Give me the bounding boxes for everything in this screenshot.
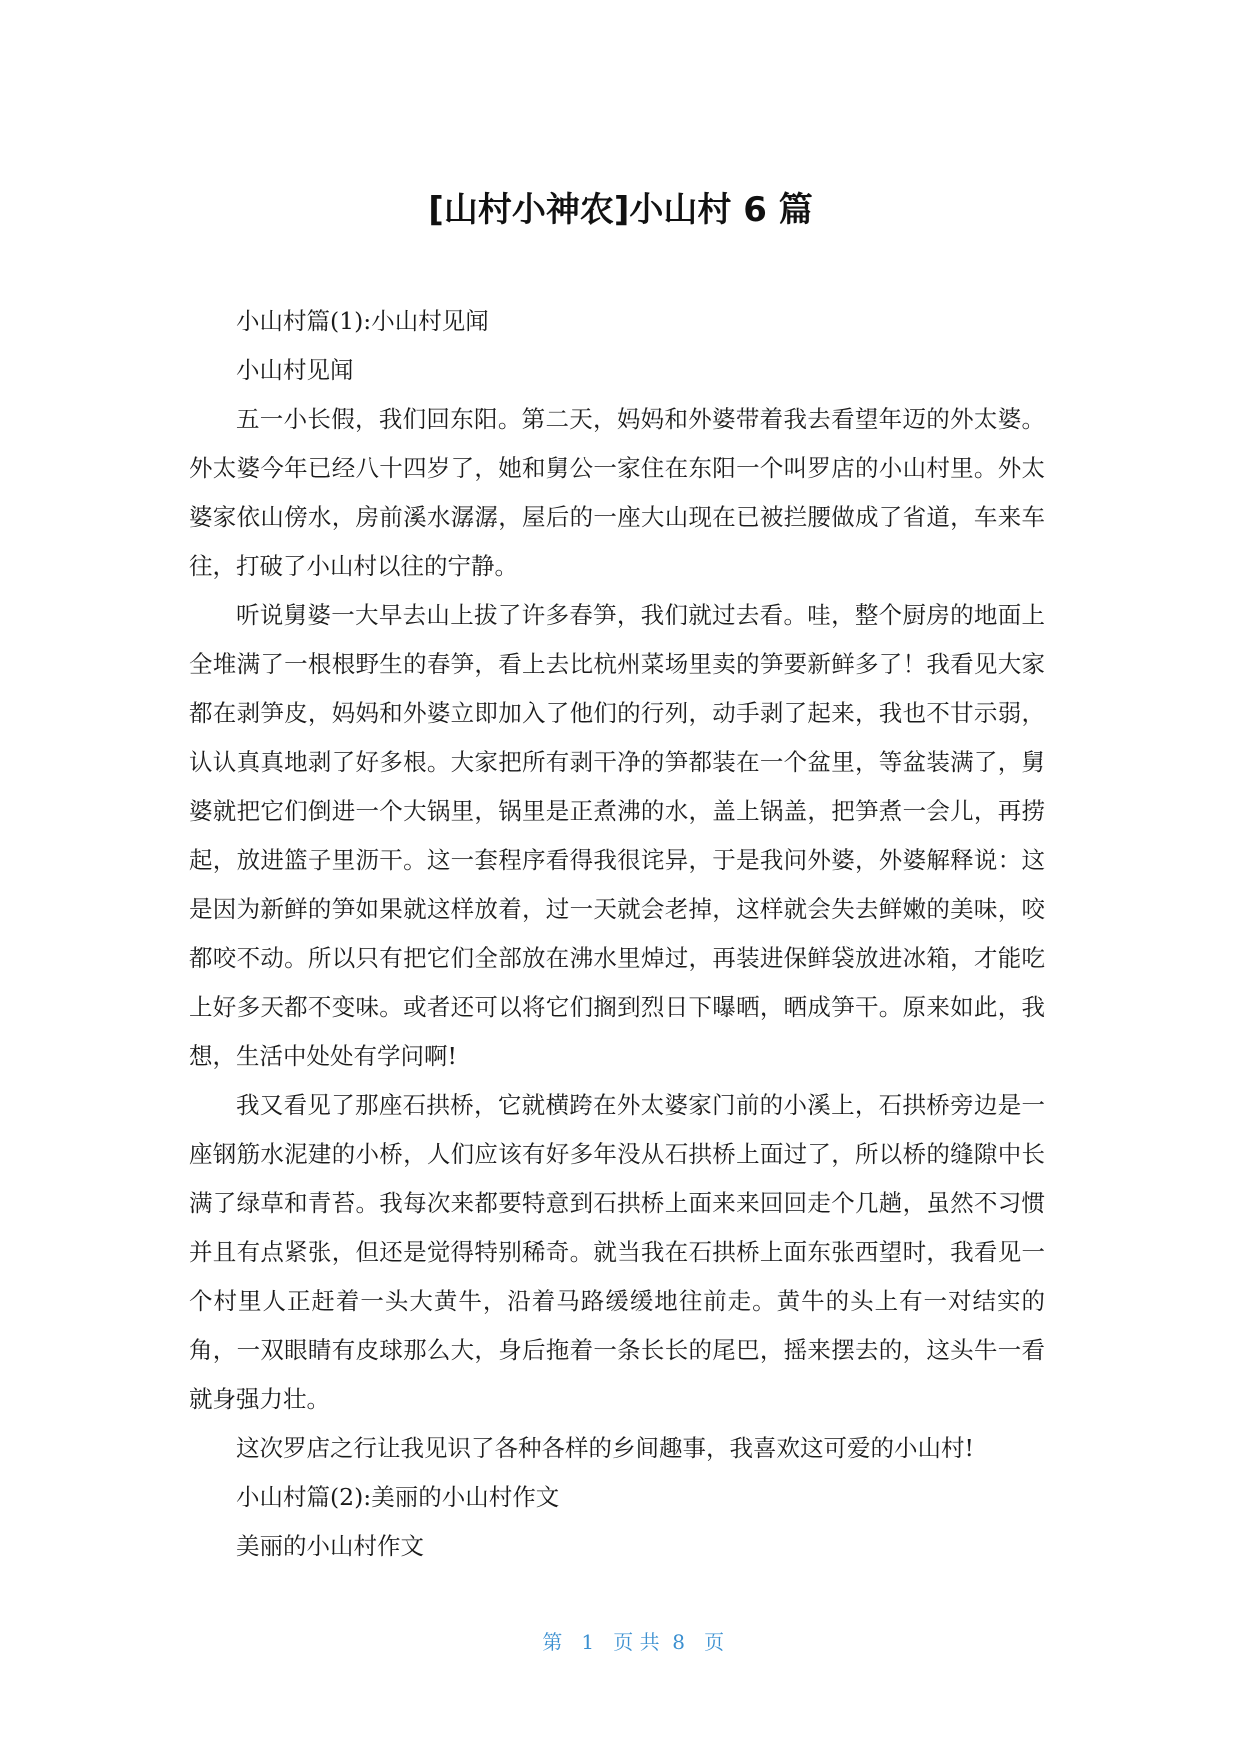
page-number: 第 1 页 共 8 页: [542, 1630, 725, 1654]
paragraph: 这次罗店之行让我见识了各种各样的乡间趣事，我喜欢这可爱的小山村!: [236, 1434, 974, 1462]
article-subtitle: 小山村见闻: [236, 356, 354, 384]
document-title: [山村小神农]小山村 6 篇: [428, 190, 813, 230]
page-footer: [0, 1602, 1241, 1679]
section-heading: 小山村篇(2):美丽的小山村作文: [236, 1483, 560, 1511]
article-subtitle: 美丽的小山村作文: [236, 1532, 424, 1560]
section-heading: 小山村篇(1):小山村见闻: [236, 307, 489, 335]
document-body: [189, 297, 1045, 1571]
paragraph: 我又看见了那座石拱桥，它就横跨在外太婆家门前的小溪上，石拱桥旁边是一座钢筋水泥建的小桥，人们应该有好多年没从石拱桥上面过了，所以桥的缝隙中长满了绿草和青苔。我每次来都要特意到石拱桥上面来来回回走个几趟，虽然不习惯并且有点紧张，但还是觉得特别稀奇。就当我在石拱桥上面东张西望时，我看见一个村里人正赶着一头大黄牛，沿着马路缓缓地往前走。黄牛的头上有一对结实的角，一双眼睛有皮球那么大，身后拖着一条长长的尾巴，摇来摆去的，这头牛一看就身强力壮。: [189, 1091, 1045, 1413]
paragraph: 五一小长假，我们回东阳。第二天，妈妈和外婆带着我去看望年迈的外太婆。外太婆今年已经八十四岁了，她和舅公一家住在东阳一个叫罗店的小山村里。外太婆家依山傍水，房前溪水潺潺，屋后的一座大山现在已被拦腰做成了省道，车来车往，打破了小山村以往的宁静。: [189, 405, 1045, 580]
paragraph: 听说舅婆一大早去山上拔了许多春笋，我们就过去看。哇，整个厨房的地面上全堆满了一根根野生的春笋，看上去比杭州菜场里卖的笋要新鲜多了！我看见大家都在剥笋皮，妈妈和外婆立即加入了他们的行列，动手剥了起来，我也不甘示弱，认认真真地剥了好多根。大家把所有剥干净的笋都装在一个盆里，等盆装满了，舅婆就把它们倒进一个大锅里，锅里是正煮沸的水，盖上锅盖，把笋煮一会儿，再捞起，放进篮子里沥干。这一套程序看得我很诧异，于是我问外婆，外婆解释说：这是因为新鲜的笋如果就这样放着，过一天就会老掉，这样就会失去鲜嫩的美味，咬都咬不动。所以只有把它们全部放在沸水里焯过，再装进保鲜袋放进冰箱，才能吃上好多天都不变味。或者还可以将它们搁到烈日下曝晒，晒成笋干。原来如此，我想，生活中处处有学问啊!: [189, 601, 1045, 1070]
